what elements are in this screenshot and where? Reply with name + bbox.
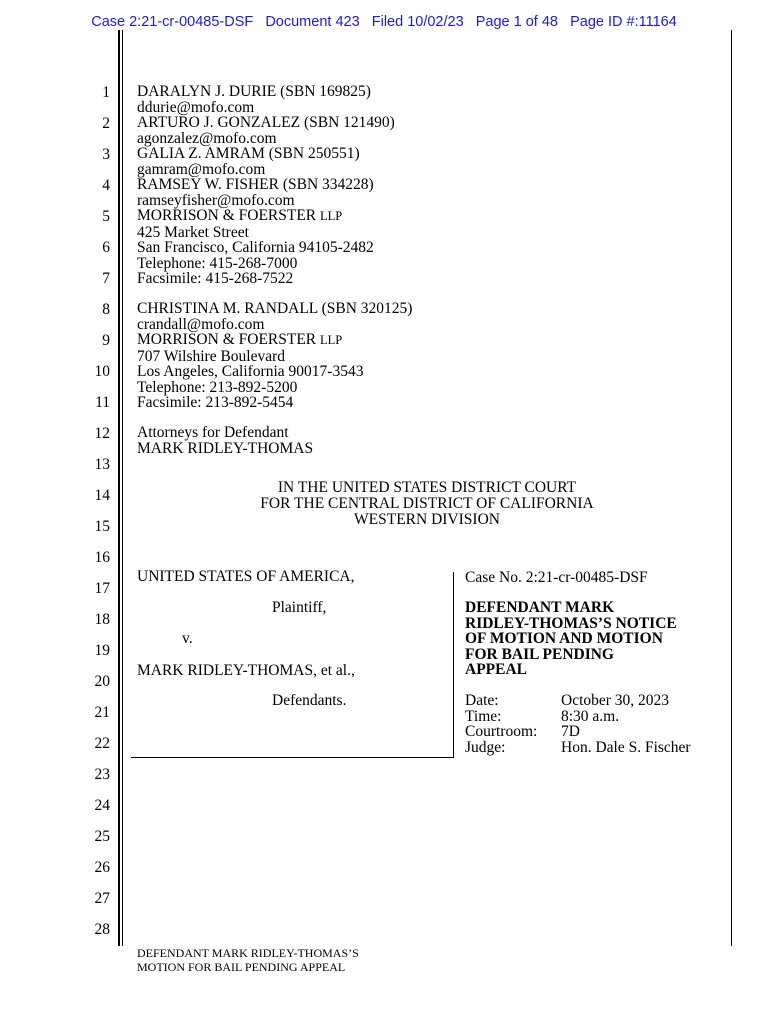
firm-telephone: Telephone: 415-268-7000 — [137, 254, 298, 272]
hearing-row — [465, 709, 691, 725]
document-title-line: FOR BAIL PENDING — [465, 645, 614, 663]
line-number: 22 — [94, 735, 110, 752]
line-number: 27 — [94, 890, 110, 907]
hearing-value: Hon. Dale S. Fischer — [561, 738, 691, 756]
firm-address: 707 Wilshire Boulevard — [137, 347, 286, 365]
line-number: 5 — [102, 208, 110, 225]
hearing-row — [465, 693, 691, 709]
hearing-value: October 30, 2023 — [561, 692, 670, 709]
court-line: IN THE UNITED STATES DISTRICT COURT — [277, 479, 577, 496]
attorney-name: GALIA Z. AMRAM (SBN 250551) — [137, 145, 360, 162]
line-number: 26 — [94, 859, 110, 876]
line-number: 11 — [95, 394, 110, 411]
line-number: 28 — [94, 921, 110, 938]
line-number: 6 — [102, 239, 110, 256]
counsel-block-2 — [137, 301, 412, 411]
page-footer — [137, 946, 359, 974]
line-number: 9 — [102, 332, 110, 349]
attorney-email: gamram@mofo.com — [137, 160, 266, 178]
document-title-line: RIDLEY-THOMAS’S NOTICE — [465, 614, 677, 632]
firm-telephone: Telephone: 213-892-5200 — [137, 378, 298, 396]
pleading-rule-right — [731, 30, 732, 946]
counsel-block-1 — [137, 84, 395, 287]
attorney-email: ramseyfisher@mofo.com — [137, 191, 295, 209]
hearing-label: Courtroom: — [465, 723, 538, 740]
attorney-name: RAMSEY W. FISHER (SBN 334228) — [137, 176, 374, 193]
header-page-id: Page ID #:11164 — [570, 14, 677, 30]
header-document: Document 423 — [265, 14, 360, 30]
attorney-email: ddurie@mofo.com — [137, 98, 255, 116]
attorneys-for — [137, 425, 313, 456]
plaintiff-label: Plaintiff, — [272, 599, 327, 616]
case-number: Case No. 2:21-cr-00485-DSF — [465, 569, 648, 586]
filing-header — [0, 14, 768, 30]
line-number: 8 — [102, 301, 110, 318]
line-number: 12 — [94, 425, 110, 442]
line-number: 21 — [94, 704, 110, 721]
firm-address: 425 Market Street — [137, 223, 249, 241]
attorney-name: CHRISTINA M. RANDALL (SBN 320125) — [137, 300, 413, 317]
hearing-info — [465, 693, 691, 755]
hearing-label: Time: — [465, 707, 502, 725]
pleading-rule-left-inner — [122, 30, 123, 946]
firm-facsimile: Facsimile: 415-268-7522 — [137, 270, 294, 287]
firm-name-text: MORRISON & FOERSTER — [137, 331, 317, 348]
client-name: MARK RIDLEY-THOMAS — [137, 439, 314, 457]
plaintiff-party: UNITED STATES OF AMERICA, — [137, 568, 355, 585]
line-number: 18 — [94, 611, 110, 628]
defendant-party: MARK RIDLEY-THOMAS, et al., — [137, 662, 355, 679]
line-number: 15 — [94, 518, 110, 535]
line-number: 25 — [94, 828, 110, 845]
line-number: 10 — [94, 363, 110, 380]
hearing-row — [465, 724, 691, 740]
attorney-email: crandall@mofo.com — [137, 315, 265, 333]
document-title-line: DEFENDANT MARK — [465, 599, 615, 616]
document-title-line: OF MOTION AND MOTION — [465, 630, 663, 647]
caption-bottom-rule — [131, 757, 454, 758]
line-number: 19 — [94, 642, 110, 659]
line-number: 4 — [102, 177, 110, 194]
court-line: WESTERN DIVISION — [354, 511, 500, 528]
court-title — [137, 480, 717, 528]
line-number: 17 — [94, 580, 110, 597]
header-case: Case 2:21-cr-00485-DSF — [91, 14, 254, 30]
firm-name-text: MORRISON & FOERSTER — [137, 207, 317, 224]
firm-city: Los Angeles, California 90017-3543 — [137, 363, 364, 380]
line-number: 14 — [94, 487, 110, 504]
line-number: 1 — [102, 84, 110, 101]
hearing-value: 7D — [561, 723, 580, 740]
line-number: 23 — [94, 766, 110, 783]
attorneys-for-label: Attorneys for Defendant — [137, 424, 289, 441]
footer-line: DEFENDANT MARK RIDLEY-THOMAS’S — [137, 946, 359, 960]
firm-city: San Francisco, California 94105-2482 — [137, 239, 374, 256]
attorney-name: DARALYN J. DURIE (SBN 169825) — [137, 83, 371, 100]
firm-name — [137, 208, 395, 225]
line-number: 3 — [102, 146, 110, 163]
court-line: FOR THE CENTRAL DISTRICT OF CALIFORNIA — [260, 495, 594, 512]
document-title — [465, 600, 677, 678]
line-number: 7 — [102, 270, 110, 287]
attorney-email: agonzalez@mofo.com — [137, 129, 277, 147]
firm-llp: LLP — [320, 333, 343, 347]
header-page: Page 1 of 48 — [475, 14, 558, 30]
line-number: 2 — [102, 115, 110, 132]
pleading-rule-left — [118, 30, 120, 946]
line-number: 16 — [94, 549, 110, 566]
attorney-name: ARTURO J. GONZALEZ (SBN 121490) — [137, 114, 395, 131]
footer-line: MOTION FOR BAIL PENDING APPEAL — [137, 960, 346, 974]
caption-divider — [453, 572, 454, 758]
firm-llp: LLP — [320, 209, 343, 223]
defendant-label: Defendants. — [272, 692, 347, 709]
firm-name — [137, 332, 412, 349]
hearing-label: Date: — [465, 692, 499, 709]
hearing-label: Judge: — [465, 738, 506, 756]
line-number: 20 — [94, 673, 110, 690]
firm-facsimile: Facsimile: 213-892-5454 — [137, 394, 294, 411]
hearing-value: 8:30 a.m. — [561, 707, 620, 725]
versus: v. — [182, 630, 193, 647]
line-number: 24 — [94, 797, 110, 814]
document-title-line: APPEAL — [465, 661, 527, 678]
line-number: 13 — [94, 456, 110, 473]
header-filed: Filed 10/02/23 — [371, 14, 464, 30]
hearing-row — [465, 740, 691, 756]
